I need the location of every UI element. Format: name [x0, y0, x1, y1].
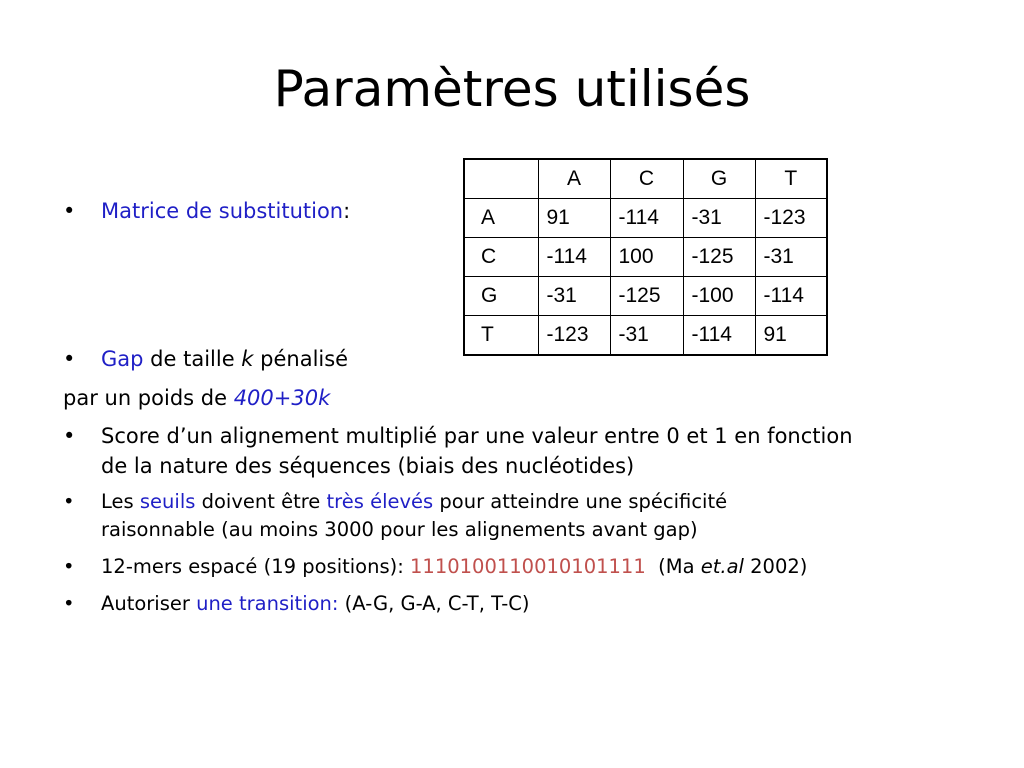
matrix-row-header: G [464, 277, 538, 316]
bullet-dot: • [63, 555, 75, 578]
bullet-transition [63, 590, 530, 618]
bullet-dot: • [63, 347, 76, 371]
matrix-cell: -31 [610, 316, 683, 356]
gap-text-1: de taille [143, 347, 242, 371]
matrix-cell: -123 [538, 316, 610, 356]
matrix-row [464, 316, 827, 356]
gap-word: Gap [101, 347, 144, 371]
seuils-word: seuils [139, 490, 196, 513]
matrix-cell: 91 [538, 199, 610, 238]
matrix-row-header: T [464, 316, 538, 356]
matrix-col-header: T [755, 159, 827, 199]
seuils-text-1: Les [101, 490, 140, 513]
bullet-dot: • [63, 490, 75, 513]
mers-text-2: (Ma [645, 555, 701, 578]
matrice-suffix: : [343, 199, 351, 223]
seuils-line-1 [101, 488, 727, 516]
transition-highlight: une transition: [196, 592, 339, 615]
mers-pattern: 1110100110010101111 [410, 555, 646, 578]
score-line-1: Score d’un alignement multiplié par une valeur entre 0 et 1 en fonction [101, 424, 853, 448]
seuils-line-2: raisonnable (au moins 3000 pour les alignements avant gap) [101, 518, 698, 541]
bullet-mers [63, 553, 808, 581]
gap-text-2: pénalisé [253, 347, 349, 371]
mers-text-3: 2002) [743, 555, 808, 578]
bullet-dot: • [63, 592, 75, 615]
matrix-row-header: A [464, 199, 538, 238]
matrix-row-header: C [464, 238, 538, 277]
seuils-text-3: pour atteindre une spécificité [433, 490, 728, 513]
matrix-cell: -114 [610, 199, 683, 238]
matrix-row [464, 238, 827, 277]
matrix-col-header: G [683, 159, 755, 199]
mers-etal: et.al [700, 555, 744, 578]
matrix-cell: -31 [538, 277, 610, 316]
matrix-row [464, 277, 827, 316]
matrix-cell: -114 [755, 277, 827, 316]
eleves-word: très élevés [326, 490, 434, 513]
bullet-seuils [63, 488, 728, 544]
transition-text-2: (A-G, G-A, C-T, T-C) [338, 592, 530, 615]
gap-k: k [241, 347, 254, 371]
matrix-cell: -123 [755, 199, 827, 238]
matrix-cell: 91 [755, 316, 827, 356]
bullet-dot: • [63, 424, 76, 448]
mers-text-1: 12-mers espacé (19 positions): [101, 555, 411, 578]
poids-text: par un poids de [63, 386, 234, 410]
transition-text-1: Autoriser [101, 592, 197, 615]
matrice-label: Matrice de substitution [101, 199, 344, 223]
seuils-text-2: doivent être [195, 490, 327, 513]
matrix-header-row [464, 159, 827, 199]
matrix-row [464, 199, 827, 238]
matrix-cell: -31 [755, 238, 827, 277]
matrix-cell: -114 [683, 316, 755, 356]
poids-formula: 400+30k [233, 386, 331, 410]
matrix-cell: -31 [683, 199, 755, 238]
matrix-cell: -125 [683, 238, 755, 277]
matrix-col-header: C [610, 159, 683, 199]
matrix-cell: 100 [610, 238, 683, 277]
bullet-dot: • [63, 199, 76, 223]
matrix-corner-cell [464, 159, 538, 199]
matrix-cell: -100 [683, 277, 755, 316]
score-line-2: de la nature des séquences (biais des nucléotides) [101, 454, 635, 478]
poids-line [63, 383, 330, 413]
matrix-cell: -125 [610, 277, 683, 316]
bullet-score [63, 421, 941, 481]
bullet-matrice [63, 196, 351, 226]
matrix-col-header: A [538, 159, 610, 199]
bullet-gap [63, 344, 349, 374]
matrix-cell: -114 [538, 238, 610, 277]
slide-title: Paramètres utilisés [273, 60, 751, 118]
substitution-matrix [463, 158, 828, 356]
